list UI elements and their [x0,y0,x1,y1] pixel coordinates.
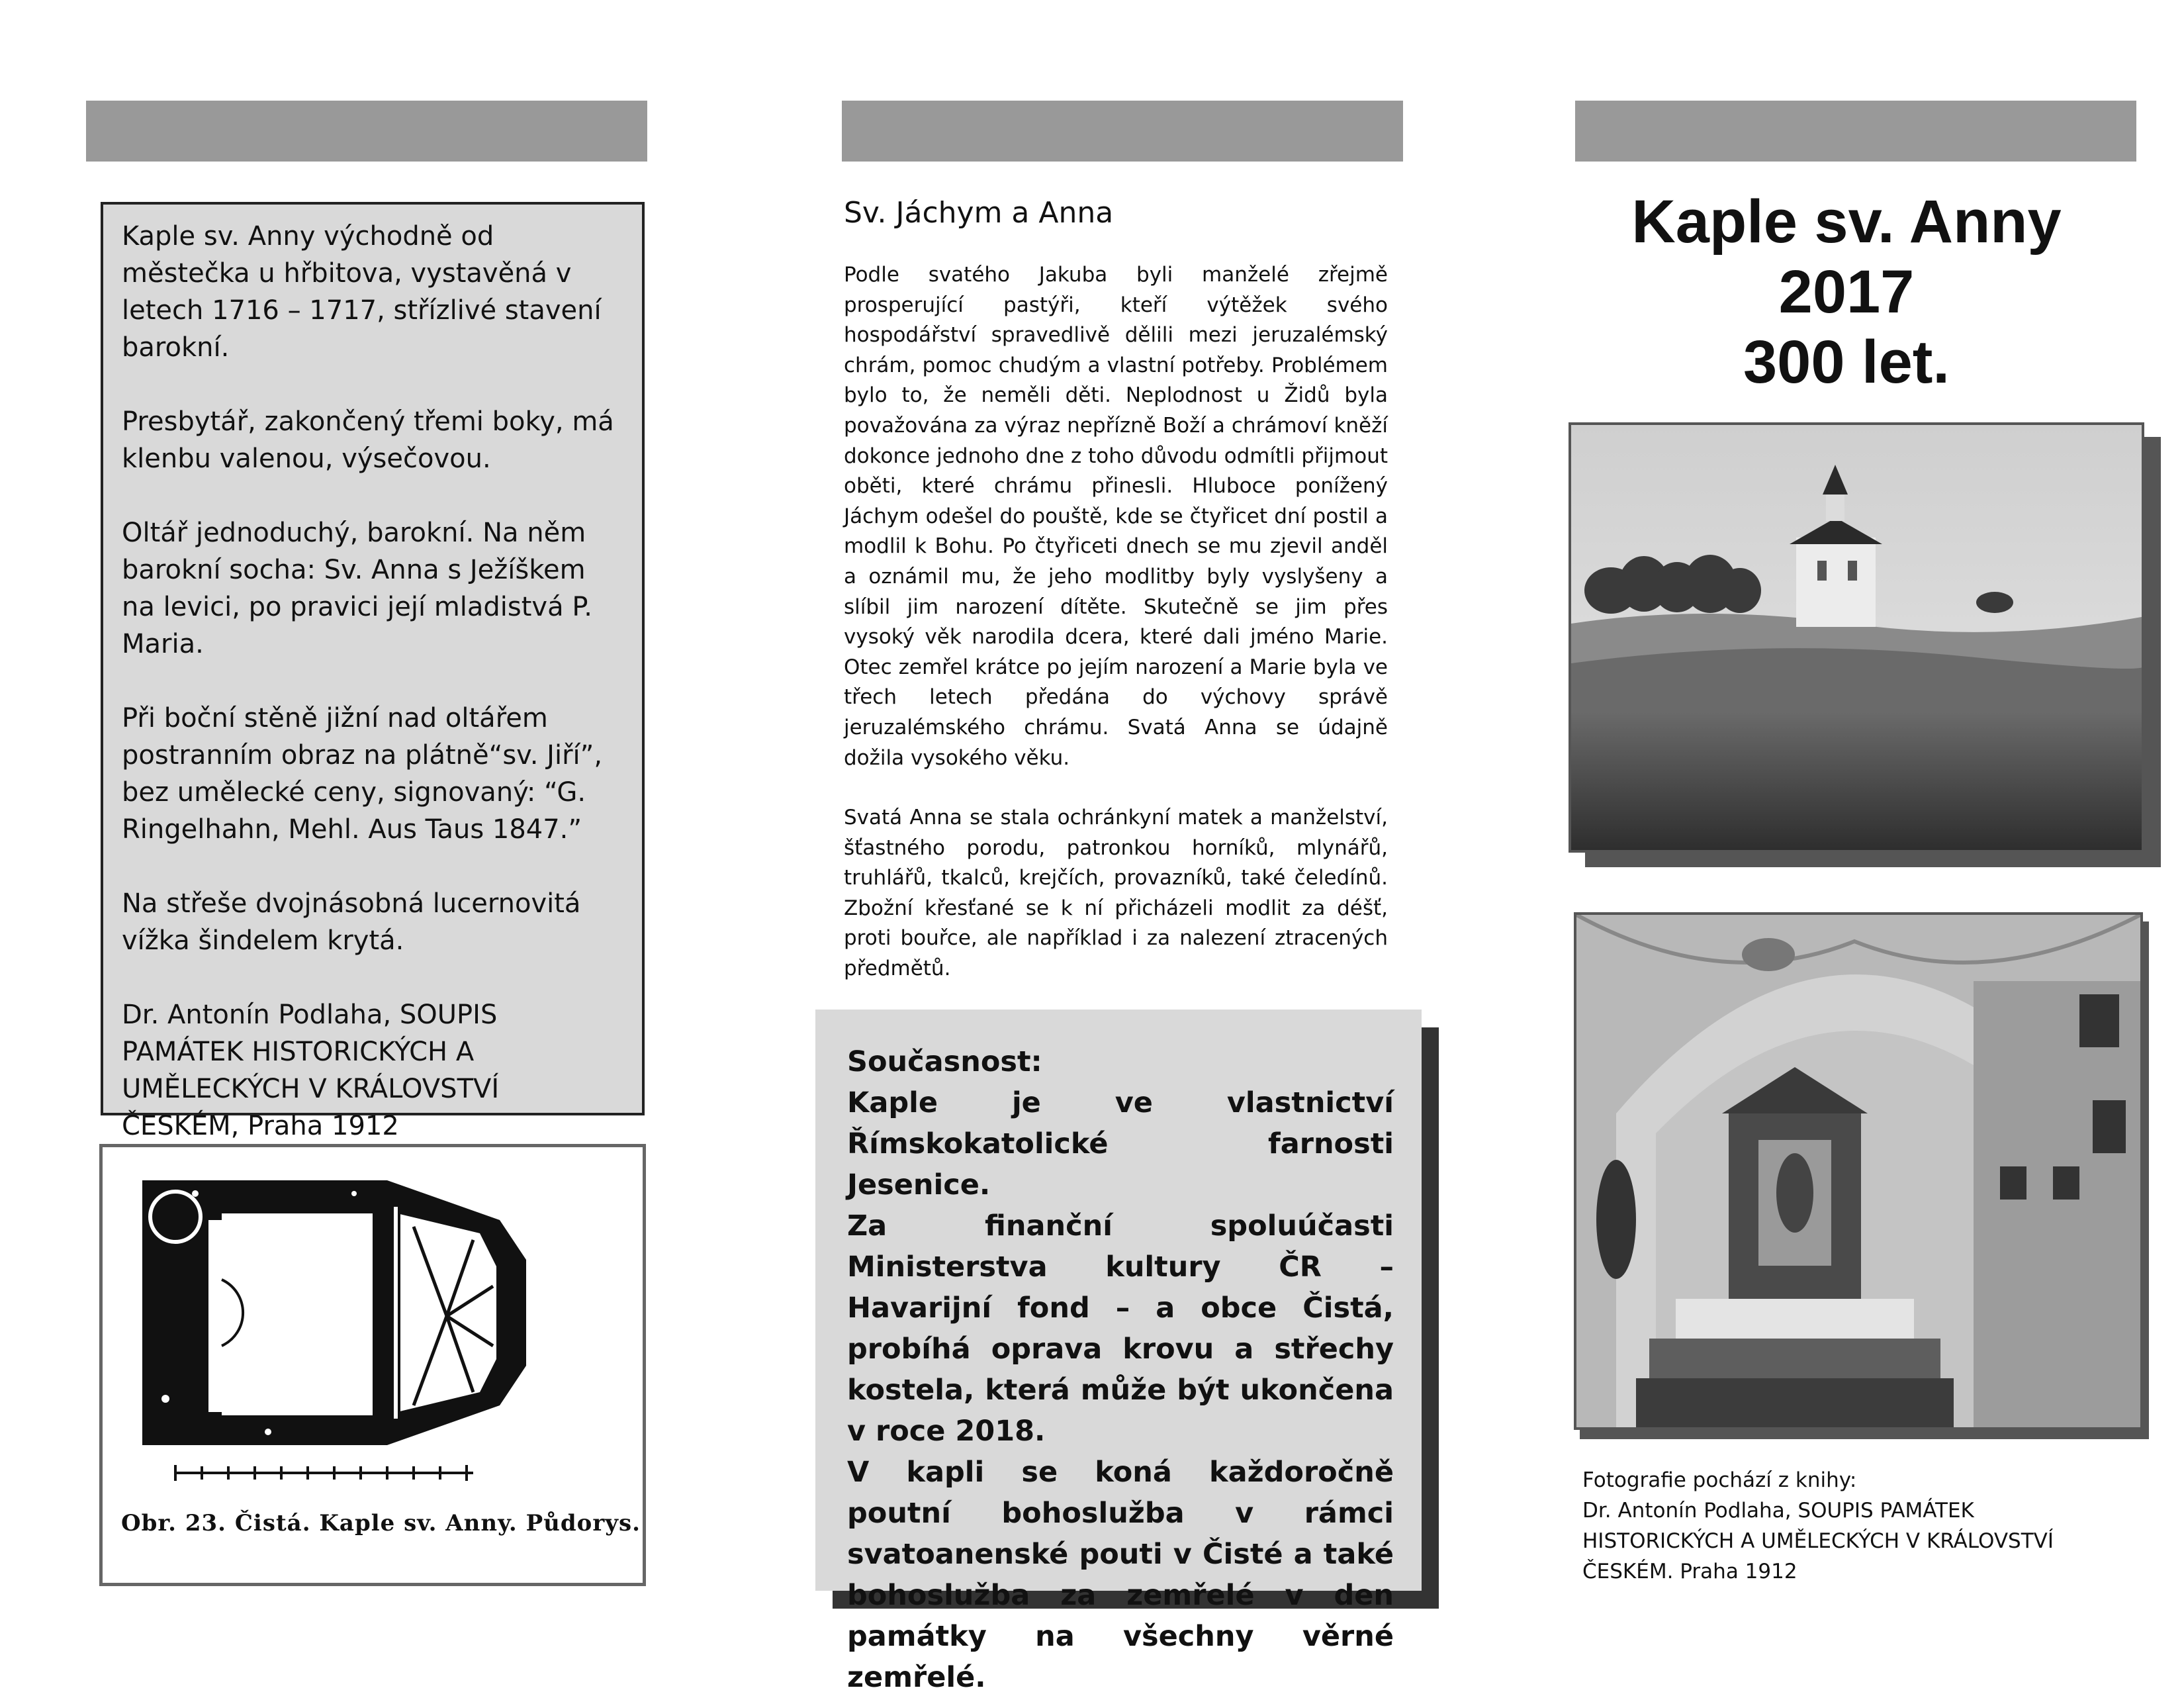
brochure-anniversary: 300 let. [1743,328,1950,396]
current-heading: Současnost: [847,1045,1042,1078]
floor-plan-caption: Obr. 23. Čistá. Kaple sv. Anny. Půdorys. [121,1510,641,1536]
story-paragraph: Svatá Anna se stala ochránkyní matek a manželství, šťastného porodu, patronkou horníků, mlynářů, truhlářů, tkalců, krejčích, provazníků, také čeledínů. Zbožní křesťané se k ní přicházeli modlit za déšť, proti bouřce, ale například i za nalezení ztracených předmětů. [844,806,1388,981]
chapel-exterior-photo [1569,422,2144,853]
story-paragraph: Podle svatého Jakuba byli manželé zřejmě prosperující pastýři, kteří výtěžek svého hospodářství spravedlivě dělili mezi jeruzalémský chrám, pomoc chudým a vlastní potřeby. Problémem bylo to, že neměli děti. Neplodnost u Židů byla považována za výraz nepřízně Boží a chrámoví kněží dokonce jednoho dne z toho důvodu odmítli přijmout oběti, které chrámu přinesli. Hluboce ponížený Jáchym odešel do pouště, kde se čtyřicet dní postil a modlil k Bohu. Po čtyřiceti dnech se mu zjevil anděl a oznámil mu, že jeho modlitby byly vyslyšeny a slíbil jim narození dítěte. Skutečně se jim přes vysoký věk narodila dcera, které dali jméno Marie. Otec zemřel krátce po jejím narození a Marie byla ve třech letech předána do výchovy správě jeruzalémského chrámu. Svatá Anna se údajně dožila vysokého věku. [844,263,1388,770]
header-bar-right [1575,101,2136,162]
header-bar-middle [842,101,1403,162]
story-text [844,260,1388,1014]
header-bar-left [86,101,647,162]
description-paragraph: Kaple sv. Anny východně od městečka u hřbitova, vystavěná v letech 1716 – 1717, střízlivé stavení barokní. [122,221,602,363]
current-status-box [815,1010,1422,1694]
chapel-interior-photo [1574,912,2143,1430]
brochure-year: 2017 [1778,258,1915,326]
floor-plan-figure [99,1144,646,1586]
source-reference: Dr. Antonín Podlaha, SOUPIS PAMÁTEK HISTORICKÝCH A UMĚLECKÝCH V KRÁLOVSTVÍ ČESKÉM, Praha 1912 [122,1000,500,1141]
description-paragraph: Oltář jednoduchý, barokní. Na něm barokní socha: Sv. Anna s Ježíškem na levici, po pravici její mladistvá P. Maria. [122,518,592,659]
brochure-title: Kaple sv. Anny [1631,188,2062,256]
current-line: Za finanční spoluúčasti Ministerstva kultury ČR – Havarijní fond – a obce Čistá, probíhá oprava krovu a střechy kostela, která může být ukončena v roce 2018. [847,1209,1394,1448]
section-title: Sv. Jáchym a Anna [844,196,1114,230]
photo-source-caption: Fotografie pochází z knihy: Dr. Antonín Podlaha, SOUPIS PAMÁTEK HISTORICKÝCH A UMĚLECKÝCH V KRÁLOVSTVÍ ČESKÉM. Praha 1912 [1582,1468,2054,1583]
chapel-description-box [101,202,645,1141]
current-line: Kaple je ve vlastnictví Římskokatolické farnosti Jesenice. [847,1086,1394,1202]
description-paragraph: Presbytář, zakončený třemi boky, má klenbu valenou, výsečovou. [122,406,614,474]
current-line: V kapli se koná každoročně poutní bohoslužba v rámci svatoanenské pouti v Čisté a také bohoslužba za zemřelé v den památky na všechny věrné zemřelé. [847,1456,1394,1694]
description-paragraph: Na střeše dvojnásobná lucernovitá vížka šindelem krytá. [122,888,581,956]
description-paragraph: Při boční stěně jižní nad oltářem postranním obraz na plátně“sv. Jiří”, bez umělecké ceny, signovaný: “G. Ringelhahn, Mehl. Aus Taus 1847.” [122,703,603,845]
